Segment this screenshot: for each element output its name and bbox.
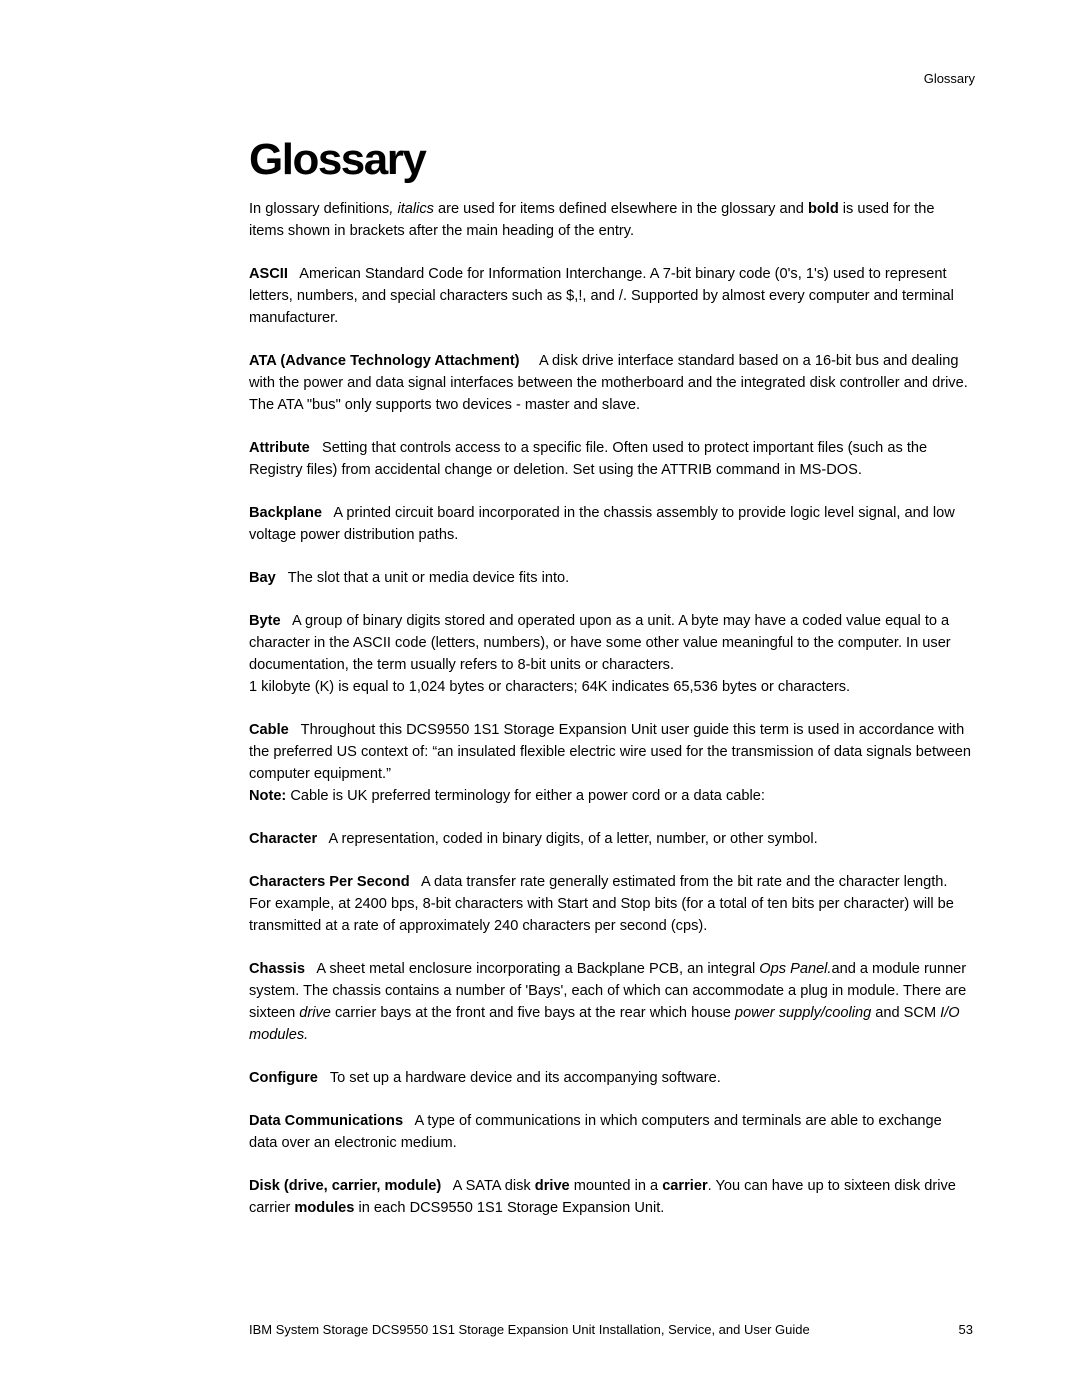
term: Chassis <box>249 961 305 977</box>
entry-character <box>249 828 973 850</box>
definition-bold: carrier <box>662 1178 708 1194</box>
definition-text: in each DCS9550 1S1 Storage Expansion Unit. <box>354 1200 665 1216</box>
footer-title: IBM System Storage DCS9550 1S1 Storage Expansion Unit Installation, Service, and User Guide <box>249 1322 810 1337</box>
definition: Setting that controls access to a specific file. Often used to protect important files (such as the Registry files) from accidental change or deletion. Set using the ATTRIB command in MS-DOS. <box>249 440 928 478</box>
term: Backplane <box>249 505 323 521</box>
definition-text: A sheet metal enclosure incorporating a Backplane PCB, an integral <box>316 961 760 977</box>
page-number: 53 <box>958 1322 973 1337</box>
definition-text: A SATA disk <box>452 1178 535 1194</box>
term: Data Communications <box>249 1113 404 1129</box>
definition: A printed circuit board incorporated in the chassis assembly to provide logic level signal, and low voltage power distribution paths. <box>249 505 955 543</box>
entry-disk <box>249 1175 973 1219</box>
definition: A data transfer rate generally estimated from the bit rate and the character length. For example, at 2400 bps, 8-bit characters with Start and Stop bits (for a total of ten bits per character) will be transmitted at a rate of approximately 240 characters per second (cps). <box>249 874 954 934</box>
running-header: Glossary <box>923 71 975 86</box>
entry-byte <box>249 610 973 676</box>
entry-ascii <box>249 263 973 329</box>
term: Byte <box>249 613 281 629</box>
definition: Throughout this DCS9550 1S1 Storage Expansion Unit user guide this term is used in accordance with the preferred US context of: “an insulated flexible electric wire used for the transmission of data signals between computer equipment.” <box>249 722 971 782</box>
definition-text: mounted in a <box>569 1178 663 1194</box>
intro-paragraph <box>249 198 973 242</box>
term: Configure <box>249 1070 318 1086</box>
entry-backplane <box>249 502 973 546</box>
entry-data-communications <box>249 1110 973 1154</box>
definition: A disk drive interface standard based on a 16-bit bus and dealing with the power and data signal interfaces between the motherboard and the integrated disk controller and drive. The ATA "bus" only supports two devices - master and slave. <box>249 353 968 413</box>
definition-text: carrier bays at the front and five bays at the rear which house <box>330 1005 735 1021</box>
definition-text: and SCM <box>871 1005 941 1021</box>
definition-text: and a module runner system. The chassis contains a number of 'Bays', each of which can accommodate a plug in module. There are sixteen <box>249 961 967 1021</box>
glossary-body <box>249 198 973 1240</box>
term: Bay <box>249 570 276 586</box>
note-label: Note: <box>249 788 287 804</box>
term: Character <box>249 831 318 847</box>
entry-cable <box>249 719 973 785</box>
term: Cable <box>249 722 289 738</box>
definition-bold: modules <box>294 1200 355 1216</box>
definition-bold: drive <box>534 1178 570 1194</box>
definition-text: . You can have up to sixteen disk drive carrier <box>249 1178 956 1216</box>
note-text: Cable is UK preferred terminology for either a power cord or a data cable: <box>286 788 765 804</box>
entry-attribute <box>249 437 973 481</box>
term: ATA (Advance Technology Attachment) <box>249 353 520 369</box>
term: Characters Per Second <box>249 874 410 890</box>
entry-byte-extra: 1 kilobyte (K) is equal to 1,024 bytes or characters; 64K indicates 65,536 bytes or characters. <box>249 679 851 695</box>
intro-italic: s, italics <box>382 201 434 217</box>
definition: A type of communications in which computers and terminals are able to exchange data over an electronic medium. <box>249 1113 942 1151</box>
intro-bold: bold <box>807 201 839 217</box>
term: Attribute <box>249 440 310 456</box>
term: ASCII <box>249 266 288 282</box>
definition: To set up a hardware device and its accompanying software. <box>329 1070 721 1086</box>
term: Disk (drive, carrier, module) <box>249 1178 442 1194</box>
entry-ata <box>249 350 973 416</box>
intro-text: is used for the items shown in brackets after the main heading of the entry. <box>249 201 935 239</box>
definition-italic: power supply/cooling <box>734 1005 872 1021</box>
definition: American Standard Code for Information Interchange. A 7-bit binary code (0's, 1's) used to represent letters, numbers, and special characters such as $,!, and /. Supported by almost every computer and terminal manufacturer. <box>249 266 954 326</box>
definition: A group of binary digits stored and operated upon as a unit. A byte may have a coded value equal to a character in the ASCII code (letters, numbers), or have some other value meaningful to the computer. In user documentation, the term usually refers to 8-bit units or characters. <box>249 613 951 673</box>
definition: A representation, coded in binary digits, of a letter, number, or other symbol. <box>328 831 818 847</box>
definition: The slot that a unit or media device fits into. <box>287 570 570 586</box>
entry-characters-per-second <box>249 871 973 937</box>
entry-chassis <box>249 958 973 1046</box>
entry-bay <box>249 567 973 589</box>
page-footer <box>249 1322 973 1337</box>
intro-text: In glossary definition <box>249 201 383 217</box>
entry-configure <box>249 1067 973 1089</box>
entry-cable-note <box>249 785 973 807</box>
definition-italic: drive <box>299 1005 331 1021</box>
definition-italic: Ops Panel. <box>759 961 832 977</box>
intro-text: are used for items defined elsewhere in the glossary and <box>433 201 808 217</box>
definition-italic: I/O modules. <box>249 1005 960 1043</box>
page-title: Glossary <box>249 135 426 184</box>
